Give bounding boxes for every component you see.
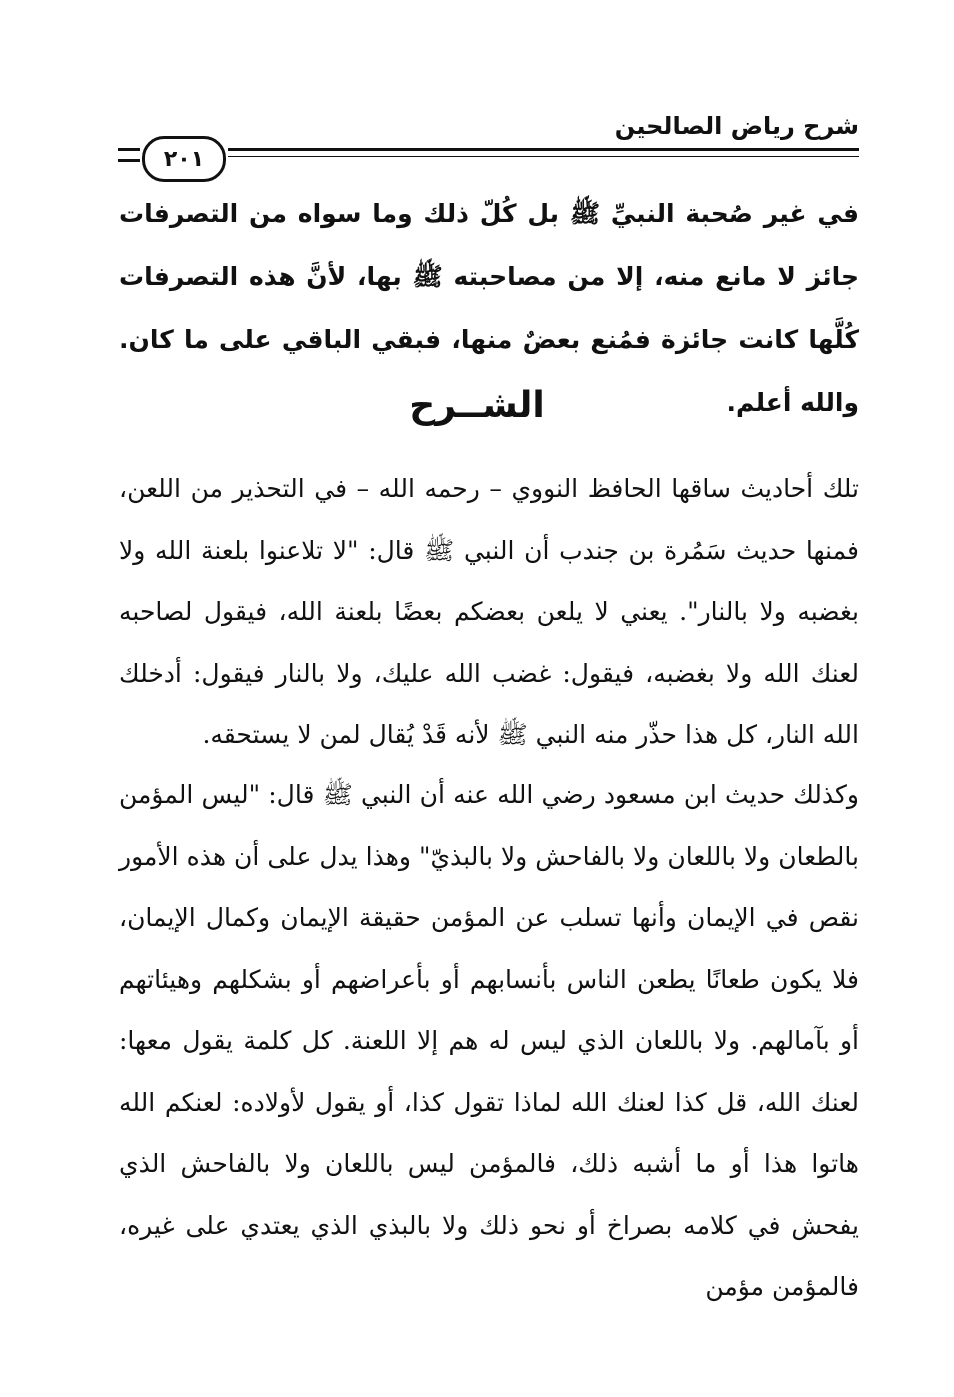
header-rule — [228, 148, 859, 157]
header-rule-end — [118, 148, 140, 162]
page-number: ٢٠١ — [142, 136, 226, 182]
intro-paragraph: في غير صُحبة النبيِّ ﷺ بل كُلّ ذلك وما سواه من التصرفات جائز لا مانع منه، إلا من مصاحبته ﷺ بها، لأنَّ هذه التصرفات كُلَّها كانت جائزة فمُنع بعضٌ منها، فبقي الباقي على ما كان. والله أعلم. — [119, 199, 859, 417]
running-title: شرح رياض الصالحين — [614, 112, 859, 140]
body-paragraph-1: تلك أحاديث ساقها الحافظ النووي – رحمه الله – في التحذير من اللعن، فمنها حديث سَمُرة بن جندب أن النبي ﷺ قال: "لا تلاعنوا بلعنة الله ولا بغضبه ولا بالنار". يعني لا يلعن بعضكم بعضًا بلعنة الله، فيقول لصاحبه لعنك الله ولا بغضبه، فيقول: غضب الله عليك، ولا بالنار فيقول: أدخلك الله النار، كل هذا حذّر منه النبي ﷺ لأنه قَدْ يُقال لمن لا يستحقه. — [119, 474, 859, 749]
body-paragraph-2: وكذلك حديث ابن مسعود رضي الله عنه أن النبي ﷺ قال: "ليس المؤمن بالطعان ولا باللعان ولا بالفاحش ولا بالبذيّ" وهذا يدل على أن هذه الأمور نقص في الإيمان وأنها تسلب عن المؤمن حقيقة الإيمان وكمال الإيمان، فلا يكون طعانًا يطعن الناس بأنسابهم أو بأعراضهم أو بشكلهم وهيئاتهم أو بآمالهم. ولا باللعان الذي ليس له هم إلا اللعنة. كل كلمة يقول معها: لعنك الله، قل كذا لعنك الله لماذا تقول كذا، أو يقول لأولاده: لعنكم الله هاتوا هذا أو ما أشبه ذلك، فالمؤمن ليس باللعان ولا بالفاحش الذي يفحش في كلامه بصراخ أو نحو ذلك ولا بالبذي الذي يعتدي على غيره، فالمؤمن مؤمن — [119, 780, 859, 1301]
section-heading: الشــرح — [409, 385, 545, 426]
